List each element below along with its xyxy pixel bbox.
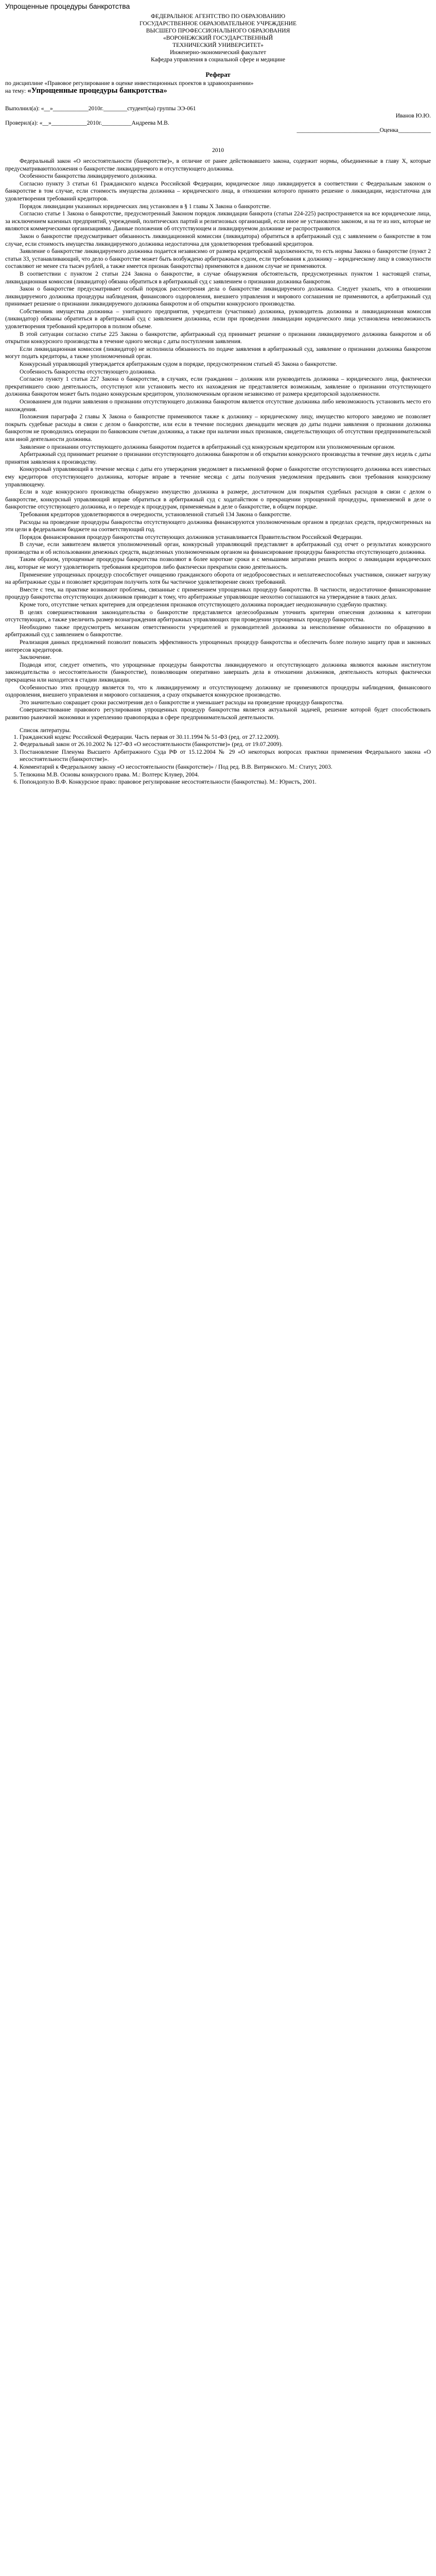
student-name: Иванов Ю.Ю.	[395, 113, 431, 119]
body-paragraph: Совершенствование правового регулирования упрощенных процедур банкротства является актуальной задачей, решение которой будет способствовать развитию рыночной экономики и укреплению правопорядка в сфере предпринимательской деятельности.	[5, 706, 431, 721]
body-paragraph: Порядок финансирования процедур банкротства отсутствующих должников устанавливается Правительством Российской Федерации.	[20, 533, 363, 540]
body-paragraph: Подводя итог, следует отметить, что упрощенные процедуры банкротства ликвидируемого и отсутствующего должника являются важным институтом законодательства о несостоятельности (банкротстве), позволяющим оперативно завершать дела в отношении должников, деятельность которых фактически прекращена или находится в стадии ликвидации.	[5, 661, 431, 683]
student-signature-line: Выполнил(а): «__»____________2010г.________студент(ка) группы ЭЭ-061	[5, 106, 196, 112]
body-paragraph: Особенностью этих процедур является то, что к ликвидируемому и отсутствующему должнику не применяются процедуры наблюдения, финансового оздоровления, внешнего управления и мирового соглашения, а сразу открывается конкурсное производство.	[5, 684, 431, 699]
body-paragraph: Если ликвидационная комиссия (ликвидатор) не исполнила обязанность по подаче заявления в арбитражный суд, заявление о признании должника банкротом могут подать кредиторы, а также уполномоченный орган.	[5, 345, 431, 360]
header-line: ФЕДЕРАЛЬНОЕ АГЕНТСТВО ПО ОБРАЗОВАНИЮ	[150, 13, 286, 20]
body-paragraph: Согласно статье 1 Закона о банкротстве, предусмотренный Законом порядок ликвидации банкрота (статьи 224-225) распространяется на все юридические лица, за исключением казенных предприятий, учреждений, политических партий и религиозных организаций, если иное не установлено законом, и на те из них, которые не являются коммерческими организациями. Данные положения об отсутствующем и ликвидируемом должнике не распространяются.	[5, 210, 431, 232]
body-paragraph: Собственник имущества должника – унитарного предприятия, учредители (участники) должника, руководитель должника и ликвидационная комиссия (ликвидатор) обязаны обратиться в арбитражный суд с заявлением должника, если при проведении ликвидации юридического лица установлена невозможность удовлетворения требований кредиторов в полном объеме.	[5, 308, 431, 330]
body-paragraph: Конкурсный управляющий в течение месяца с даты его утверждения уведомляет в письменной форме о банкротстве отсутствующего должника всех известных ему кредиторов отсутствующего должника, которые вправе в течение месяца с даты получения уведомления предъявить свои требования конкурсному управляющему.	[5, 466, 431, 488]
discipline-line: по дисциплине «Правовое регулирование в оценке инвестиционных проектов в здравоохранении»	[5, 80, 254, 87]
header-line: «ВОРОНЕЖСКИЙ ГОСУДАРСТВЕННЫЙ	[163, 35, 273, 41]
body-paragraph: Заявление о признании отсутствующего должника банкротом подается в арбитражный суд конкурсным кредитором или уполномоченным органом.	[20, 443, 395, 450]
body-text	[5, 158, 431, 722]
topic-title: «Упрощенные процедуры банкротства»	[27, 87, 167, 95]
body-paragraph: Если в ходе конкурсного производства обнаружено имущество должника в размере, достаточном для покрытия судебных расходов в связи с делом о банкротстве, конкурсный управляющий вправе обратиться в арбитражный суд с ходатайством о прекращении упрощенной процедуры, применяемой в деле о банкротстве отсутствующего должника, и о переходе к процедурам, применяемым в деле о банкротстве, в общем порядке.	[5, 488, 431, 511]
literature-item: 6. Попондопуло В.Ф. Конкурсное право: правовое регулирование несостоятельности (банкротства). М.: Юристъ, 2001.	[20, 778, 431, 786]
literature-item: 4. Комментарий к Федеральному закону «О несостоятельности (банкротстве)» / Под ред. В.В. Витрянского. М.: Статут, 2003.	[20, 764, 431, 771]
body-paragraph: Положения параграфа 2 главы X Закона о банкротстве применяются также к должнику – юридическому лицу, имущество которого заведомо не позволяет покрыть судебные расходы в связи с делом о банкротстве, или если в течение последних двенадцати месяцев до даты подачи заявления о признании должника банкротом не проводились операции по банковским счетам должника, а также при наличии иных признаков, свидетельствующих об отсутствии предпринимательской или иной деятельности должника.	[5, 413, 431, 443]
body-paragraph: Вместе с тем, на практике возникают проблемы, связанные с применением упрощенных процедур банкротства. В частности, недостаточное финансирование процедур банкротства отсутствующих должников приводит к тому, что арбитражные управляющие неохотно соглашаются на утверждение в таких делах.	[5, 586, 431, 601]
body-paragraph: В целях совершенствования законодательства о банкротстве представляется целесообразным уточнить критерии отнесения должника к категории отсутствующих, а также увеличить размер вознаграждения арбитражных управляющих при проведении упрощенных процедур банкротства.	[5, 608, 431, 623]
checker-signature-line: Проверил(а): «__»____________2010г.__________Андреева М.В.	[5, 120, 169, 126]
body-paragraph: Кроме того, отсутствие четких критериев для определения признаков отсутствующего должника порождает неоднозначную судебную практику.	[20, 601, 388, 608]
body-paragraph: Порядок ликвидации указанных юридических лиц установлен в § 1 главы X Закона о банкротстве.	[20, 202, 271, 210]
header-line: ВЫСШЕГО ПРОФЕССИОНАЛЬНОГО ОБРАЗОВАНИЯ	[146, 28, 290, 34]
body-paragraph: Закон о банкротстве предусматривает особый порядок рассмотрения дела о банкротстве ликвидируемого должника. Следует указать, что в отношении ликвидируемого должника процедуры наблюдения, финансового оздоровления, внешнего управления и мирового соглашения не применяются, а арбитражный суд принимает решение о признании ликвидируемого должника банкротом и об открытии конкурсного производства.	[5, 285, 431, 308]
literature-item: 3. Постановление Пленума Высшего Арбитражного Суда РФ от 15.12.2004 № 29 «О некоторых вопросах практики применения Федерального закона «О несостоятельности (банкротстве)».	[20, 749, 431, 764]
body-paragraph: Требования кредиторов удовлетворяются в очередности, установленной статьей 134 Закона о банкротстве.	[20, 511, 292, 518]
literature-list	[5, 734, 431, 786]
literature-title: Список литературы.	[20, 726, 71, 734]
header-line: ГОСУДАРСТВЕННОЕ ОБРАЗОВАТЕЛЬНОЕ УЧРЕЖДЕНИЕ	[139, 21, 297, 27]
document	[0, 0, 436, 794]
body-paragraph: Основанием для подачи заявления о признании отсутствующего должника банкротом является отсутствие должника либо невозможность установить место его нахождения.	[5, 398, 431, 413]
body-paragraph: Особенность банкротства отсутствующего должника.	[20, 368, 156, 375]
grade-line: ____________________________Оценка___________	[297, 127, 431, 133]
body-paragraph: Арбитражный суд принимает решение о признании отсутствующего должника банкротом и об открытии конкурсного производства в течение двух недель с даты принятия заявления к производству.	[5, 451, 431, 465]
body-paragraph: Закон о банкротстве предусматривает обязанность ликвидационной комиссии (ликвидатора) обратиться в арбитражный суд с заявлением о банкротстве в том случае, если стоимость имущества ликвидируемого должника недостаточна для удовлетворения требований кредиторов.	[5, 232, 431, 247]
body-paragraph: Необходимо также предусмотреть механизм ответственности учредителей и руководителей должника за неисполнение обязанности по обращению в арбитражный суд с заявлением о банкротстве.	[5, 623, 431, 638]
year: 2010	[212, 147, 224, 154]
body-paragraph: Особенности банкротства ликвидируемого должника.	[20, 173, 157, 180]
literature-item: 5. Телюкина М.В. Основы конкурсного права. М.: Волтерс Клувер, 2004.	[20, 771, 431, 779]
title-page-header	[5, 13, 431, 63]
body-paragraph: Заявление о банкротстве ликвидируемого должника подается независимо от размера кредиторской задолженности, то есть нормы Закона о банкротстве (пункт 2 статьи 33, устанавливающий, что дело о банкротстве может быть возбуждено арбитражным судом, если требования к должнику – юридическому лицу в совокупности составляют не менее ста тысяч рублей, а также имеется признак банкротства) применяются в данном случае не применяются.	[5, 248, 431, 270]
body-paragraph: Согласно пункту 1 статьи 227 Закона о банкротстве, в случаях, если гражданин – должник или руководитель должника – юридического лица, фактически прекратившего свою деятельность, отсутствуют или установить место их нахождения не представляется возможным, заявление о признании отсутствующего должника банкротом может быть подано конкурсным кредитором, уполномоченным органом независимо от размера кредиторской задолженности.	[5, 376, 431, 398]
body-paragraph: В случае, если заявителем является уполномоченный орган, конкурсный управляющий представляет в арбитражный суд отчет о результатах конкурсного производства и об использовании денежных средств, выделенных уполномоченным органом на финансирование процедуры банкротства отсутствующего должника.	[5, 541, 431, 555]
body-paragraph: Заключение.	[20, 654, 52, 661]
referat-label: Реферат	[205, 71, 231, 78]
body-paragraph: Таким образом, упрощенные процедуры банкротства позволяют в более короткие сроки и с меньшими затратами решить вопрос о ликвидации юридических лиц, которые не могут удовлетворить требования кредиторов либо фактически прекратили свою деятельность.	[5, 556, 431, 571]
body-paragraph: В соответствии с пунктом 2 статьи 224 Закона о банкротстве, в случае обнаружения обстоятельств, предусмотренных пунктом 1 настоящей статьи, ликвидационная комиссия (ликвидатор) обязана обратиться в арбитражный суд с заявлением о признании должника банкротом.	[5, 270, 431, 285]
body-paragraph: Конкурсный управляющий утверждается арбитражным судом в порядке, предусмотренном статьей 45 Закона о банкротстве.	[20, 361, 338, 368]
page-title: Упрощенные процедуры банкротства	[5, 2, 130, 10]
body-paragraph: Расходы на проведение процедуры банкротства отсутствующего должника финансируются уполномоченным органом в пределах средств, предусмотренных на эти цели в федеральном бюджете на соответствующий год.	[5, 518, 431, 533]
literature-item: 1. Гражданский кодекс Российской Федерации. Часть первая от 30.11.1994 № 51-ФЗ (ред. от 27.12.2009).	[20, 734, 431, 741]
body-paragraph: Реализация данных предложений позволит повысить эффективность упрощенных процедур банкротства и обеспечить более полную защиту прав и законных интересов кредиторов.	[5, 639, 431, 653]
header-line: Кафедра управления в социальной сфере и медицине	[151, 57, 285, 63]
body-paragraph: Согласно пункту 3 статьи 61 Гражданского кодекса Российской Федерации, юридическое лицо ликвидируется в соответствии с Федеральным законом о банкротстве в том случае, если стоимость имущества должника – юридического лица, в отношении которого принято решение о ликвидации, недостаточна для удовлетворения требований кредиторов.	[5, 180, 431, 202]
topic-prefix: на тему:	[5, 88, 26, 94]
body-paragraph: Это значительно сокращает сроки рассмотрения дел о банкротстве и уменьшает расходы на проведение процедур банкротства.	[20, 699, 344, 706]
body-paragraph: Применение упрощенных процедур способствует очищению гражданского оборота от недобросовестных и неплатежеспособных участников, снижает нагрузку на арбитражные суды и позволяет кредиторам получить хотя бы частичное удовлетворение своих требований.	[5, 571, 431, 586]
literature-item: 2. Федеральный закон от 26.10.2002 № 127-ФЗ «О несостоятельности (банкротстве)» (ред. от 19.07.2009).	[20, 741, 431, 749]
body-paragraph: Федеральный закон «О несостоятельности (банкротстве)», в отличие от ранее действовавшего закона, содержит нормы, объединенные в главу X, которые предусматриваютположения о банкротстве ликвидируемого и отсутствующего должника.	[5, 158, 431, 172]
header-line: Инженерно-экономический факультет	[170, 49, 266, 56]
topic-line	[5, 87, 431, 95]
body-paragraph: В этой ситуации согласно статье 225 Закона о банкротстве, арбитражный суд принимает решение о признании ликвидируемого должника банкротом и об открытии конкурсного производства в течение одного месяца с даты поступления заявления.	[5, 330, 431, 345]
header-line: ТЕХНИЧЕСКИЙ УНИВЕРСИТЕТ»	[172, 42, 264, 48]
